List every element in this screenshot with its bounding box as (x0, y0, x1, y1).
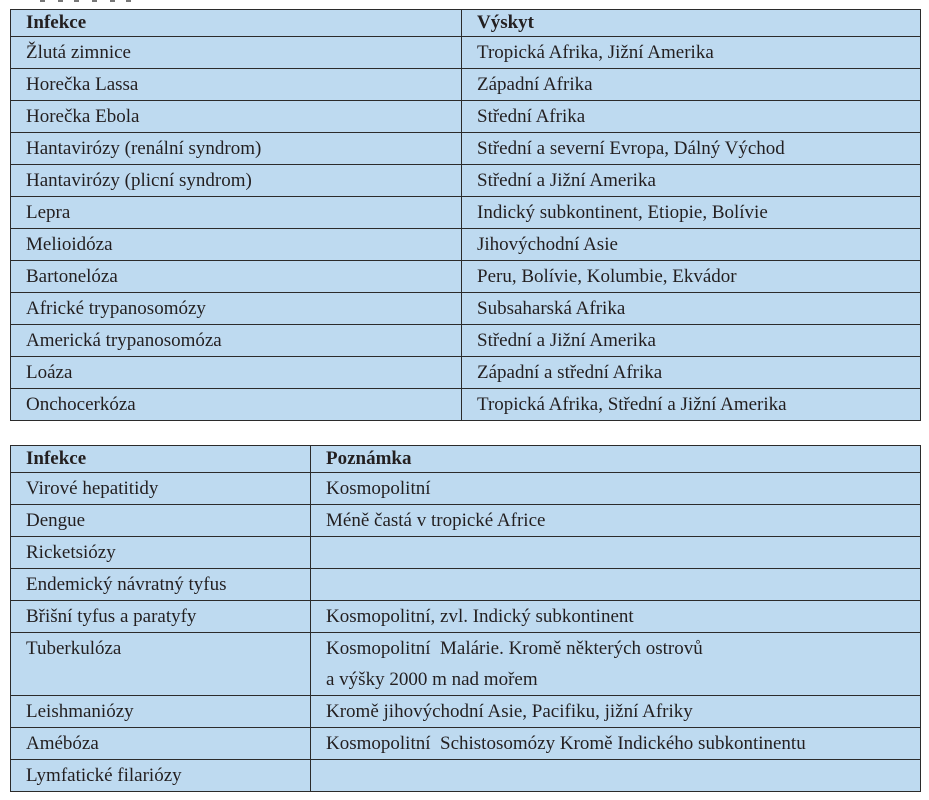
occurrence-table-body (11, 37, 921, 421)
occurrence-cell: Západní Afrika (462, 69, 921, 101)
infection-cell: Onchocerkóza (11, 389, 462, 421)
infection-cell: Horečka Ebola (11, 101, 462, 133)
infection-cell: Lymfatické filariózy (11, 760, 311, 792)
infection-cell: Leishmaniózy (11, 696, 311, 728)
note-line: Kosmopolitní Schistosomózy Kromě Indického subkontinentu (326, 733, 806, 754)
table-row (11, 537, 921, 569)
header-row (11, 10, 921, 37)
infection-cell: Lepra (11, 197, 462, 229)
table-row (11, 325, 921, 357)
note-line: Méně častá v tropické Africe (326, 510, 546, 531)
note-line: Kosmopolitní (326, 478, 431, 499)
table-row (11, 165, 921, 197)
infection-cell: Virové hepatitidy (11, 473, 311, 505)
note-cell (311, 633, 921, 696)
note-cell (311, 601, 921, 633)
note-cell (311, 696, 921, 728)
infection-cell: Bartonelóza (11, 261, 462, 293)
table-row (11, 293, 921, 325)
table-row (11, 601, 921, 633)
infection-cell: Melioidóza (11, 229, 462, 261)
occurrence-table (10, 9, 921, 421)
table-row (11, 357, 921, 389)
infection-cell: Ricketsiózy (11, 537, 311, 569)
occurrence-cell: Tropická Afrika, Jižní Amerika (462, 37, 921, 69)
infection-cell: Břišní tyfus a paratyfy (11, 601, 311, 633)
header-row (11, 446, 921, 473)
infection-cell: Hantavirózy (plicní syndrom) (11, 165, 462, 197)
note-line: a výšky 2000 m nad mořem (326, 669, 538, 690)
note-table (10, 445, 921, 792)
table-row (11, 696, 921, 728)
occurrence-table-header (11, 10, 921, 37)
table-row (11, 69, 921, 101)
infection-cell: Tuberkulóza (11, 633, 311, 696)
table-row (11, 728, 921, 760)
occurrence-cell: Střední a Jižní Amerika (462, 325, 921, 357)
occurrence-cell: Subsaharská Afrika (462, 293, 921, 325)
page-top-artifact (40, 0, 140, 8)
note-cell (311, 505, 921, 537)
infection-cell: Žlutá zimnice (11, 37, 462, 69)
header-infection: Infekce (11, 446, 311, 473)
header-note: Poznámka (311, 446, 921, 473)
occurrence-cell: Indický subkontinent, Etiopie, Bolívie (462, 197, 921, 229)
infection-cell: Americká trypanosomóza (11, 325, 462, 357)
table-row (11, 473, 921, 505)
note-table-header (11, 446, 921, 473)
note-line: Kosmopolitní Malárie. Kromě některých ostrovů (326, 638, 703, 659)
table-row (11, 760, 921, 792)
occurrence-cell: Tropická Afrika, Střední a Jižní Amerika (462, 389, 921, 421)
occurrence-cell: Západní a střední Afrika (462, 357, 921, 389)
table-row (11, 569, 921, 601)
infection-cell: Dengue (11, 505, 311, 537)
table-row (11, 505, 921, 537)
infection-cell: Amébóza (11, 728, 311, 760)
note-cell (311, 569, 921, 601)
infection-cell: Horečka Lassa (11, 69, 462, 101)
infection-cell: Hantavirózy (renální syndrom) (11, 133, 462, 165)
note-table-body (11, 473, 921, 792)
header-infection: Infekce (11, 10, 462, 37)
infection-cell: Endemický návratný tyfus (11, 569, 311, 601)
note-line: Kromě jihovýchodní Asie, Pacifiku, jižní Afriky (326, 701, 693, 722)
occurrence-cell: Střední a Jižní Amerika (462, 165, 921, 197)
infection-cell: Loáza (11, 357, 462, 389)
infection-cell: Africké trypanosomózy (11, 293, 462, 325)
note-cell (311, 760, 921, 792)
table-row (11, 133, 921, 165)
table-row (11, 101, 921, 133)
note-cell (311, 728, 921, 760)
occurrence-cell: Střední Afrika (462, 101, 921, 133)
occurrence-cell: Střední a severní Evropa, Dálný Východ (462, 133, 921, 165)
note-line: Kosmopolitní, zvl. Indický subkontinent (326, 606, 634, 627)
table-row (11, 37, 921, 69)
note-cell (311, 537, 921, 569)
table-row (11, 633, 921, 696)
table-row (11, 261, 921, 293)
note-cell (311, 473, 921, 505)
occurrence-cell: Peru, Bolívie, Kolumbie, Ekvádor (462, 261, 921, 293)
table-row (11, 197, 921, 229)
header-occurrence: Výskyt (462, 10, 921, 37)
table-row (11, 229, 921, 261)
table-row (11, 389, 921, 421)
occurrence-cell: Jihovýchodní Asie (462, 229, 921, 261)
